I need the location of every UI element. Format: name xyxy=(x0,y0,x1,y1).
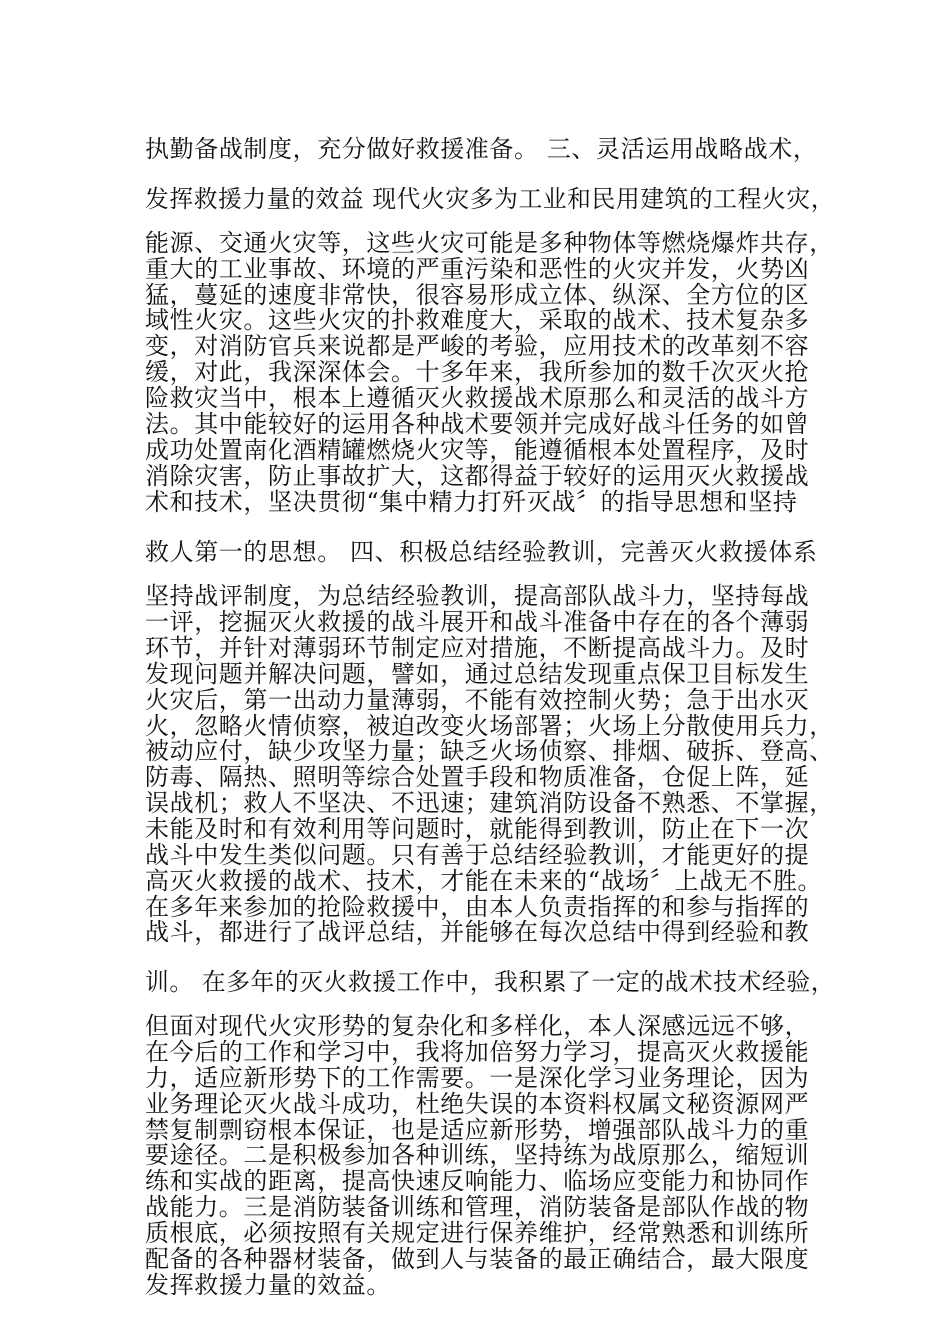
text-line: 要途径。二是积极参加各种训练，坚持练为战原那么，缩短训 xyxy=(145,1141,810,1169)
text-line: 发现问题并解决问题，譬如，通过总结发现重点保卫目标发生 xyxy=(145,660,810,688)
text-line: 发挥救援力量的效益。 xyxy=(145,1271,391,1299)
text-line: 火灾后，第一出动力量薄弱，不能有效控制火势；急于出水灭 xyxy=(145,686,810,714)
text-line: 发挥救援力量的效益 现代火灾多为工业和民用建筑的工程火灾， xyxy=(145,185,836,213)
text-line: 质根底，必须按照有关规定进行保养维护，经常熟悉和训练所 xyxy=(145,1219,810,1247)
text-line: 执勤备战制度，充分做好救援准备。 三、灵活运用战略战术， xyxy=(145,135,818,163)
text-line: 环节，并针对薄弱环节制定应对措施，不断提高战斗力。及时 xyxy=(145,634,810,662)
text-line: 但面对现代火灾形势的复杂化和多样化，本人深感远远不够， xyxy=(145,1012,810,1040)
text-line: 救人第一的思想。 四、积极总结经验教训，完善灭火救援体系 xyxy=(145,538,818,566)
text-line: 业务理论灭火战斗成功，杜绝失误的本资料权属文秘资源网严 xyxy=(145,1090,810,1118)
text-line: 一评，挖掘灭火救援的战斗展开和战斗准备中存在的各个薄弱 xyxy=(145,608,810,636)
text-line: 法。其中能较好的运用各种战术要领并完成好战斗任务的如曾 xyxy=(145,410,810,438)
text-line: 防毒、隔热、照明等综合处置手段和物质准备，仓促上阵，延 xyxy=(145,763,810,791)
text-line: 域性火灾。这些火灾的扑救难度大，采取的战术、技术复杂多 xyxy=(145,306,810,334)
text-line: 消除灾害，防止事故扩大，这都得益于较好的运用灭火救援战 xyxy=(145,462,810,490)
text-line: 未能及时和有效利用等问题时，就能得到教训，防止在下一次 xyxy=(145,815,810,843)
text-line: 缓，对此，我深深体会。十多年来，我所参加的数千次灭火抢 xyxy=(145,358,810,386)
text-line: 在多年来参加的抢险救援中，由本人负责指挥的和参与指挥的 xyxy=(145,893,810,921)
text-line: 火，忽略火情侦察，被迫改变火场部署；火场上分散使用兵力， xyxy=(145,712,834,740)
text-line: 险救灾当中，根本上遵循灭火救援战术原那么和灵活的战斗方 xyxy=(145,384,810,412)
text-line: 误战机；救人不坚决、不迅速；建筑消防设备不熟悉、不掌握， xyxy=(145,789,834,817)
text-line: 术和技术，坚决贯彻“集中精力打歼灭战〞的指导思想和坚持 xyxy=(145,488,798,516)
text-line: 高灭火救援的战术、技术，才能在未来的“战场〞上战无不胜。 xyxy=(145,867,823,895)
text-line: 禁复制剽窃根本保证，也是适应新形势，增强部队战斗力的重 xyxy=(145,1116,810,1144)
text-line: 成功处置南化酒精罐燃烧火灾等，能遵循根本处置程序，及时 xyxy=(145,436,810,464)
text-line: 战斗中发生类似问题。只有善于总结经验教训，才能更好的提 xyxy=(145,841,810,869)
text-line: 重大的工业事故、环境的严重污染和恶性的火灾并发，火势凶 xyxy=(145,255,810,283)
text-line: 力，适应新形势下的工作需要。一是深化学习业务理论，因为 xyxy=(145,1064,810,1092)
text-line: 在今后的工作和学习中，我将加倍努力学习，提高灭火救援能 xyxy=(145,1038,810,1066)
text-line: 变，对消防官兵来说都是严峻的考验，应用技术的改革刻不容 xyxy=(145,332,810,360)
text-line: 坚持战评制度，为总结经验教训，提高部队战斗力，坚持每战 xyxy=(145,582,810,610)
text-line: 配备的各种器材装备，做到人与装备的最正确结合，最大限度 xyxy=(145,1245,810,1273)
text-line: 猛，蔓延的速度非常快，很容易形成立体、纵深、全方位的区 xyxy=(145,281,810,309)
text-line: 能源、交通火灾等，这些火灾可能是多种物体等燃烧爆炸共存， xyxy=(145,229,834,257)
text-line: 练和实战的距离，提高快速反响能力、临场应变能力和协同作 xyxy=(145,1167,810,1195)
text-line: 战能力。三是消防装备训练和管理，消防装备是部队作战的物 xyxy=(145,1193,810,1221)
text-line: 训。 在多年的灭火救援工作中，我积累了一定的战术技术经验， xyxy=(145,968,836,996)
text-line: 被动应付，缺少攻坚力量；缺乏火场侦察、排烟、破拆、登高、 xyxy=(145,737,834,765)
text-line: 战斗，都进行了战评总结，并能够在每次总结中得到经验和教 xyxy=(145,918,810,946)
